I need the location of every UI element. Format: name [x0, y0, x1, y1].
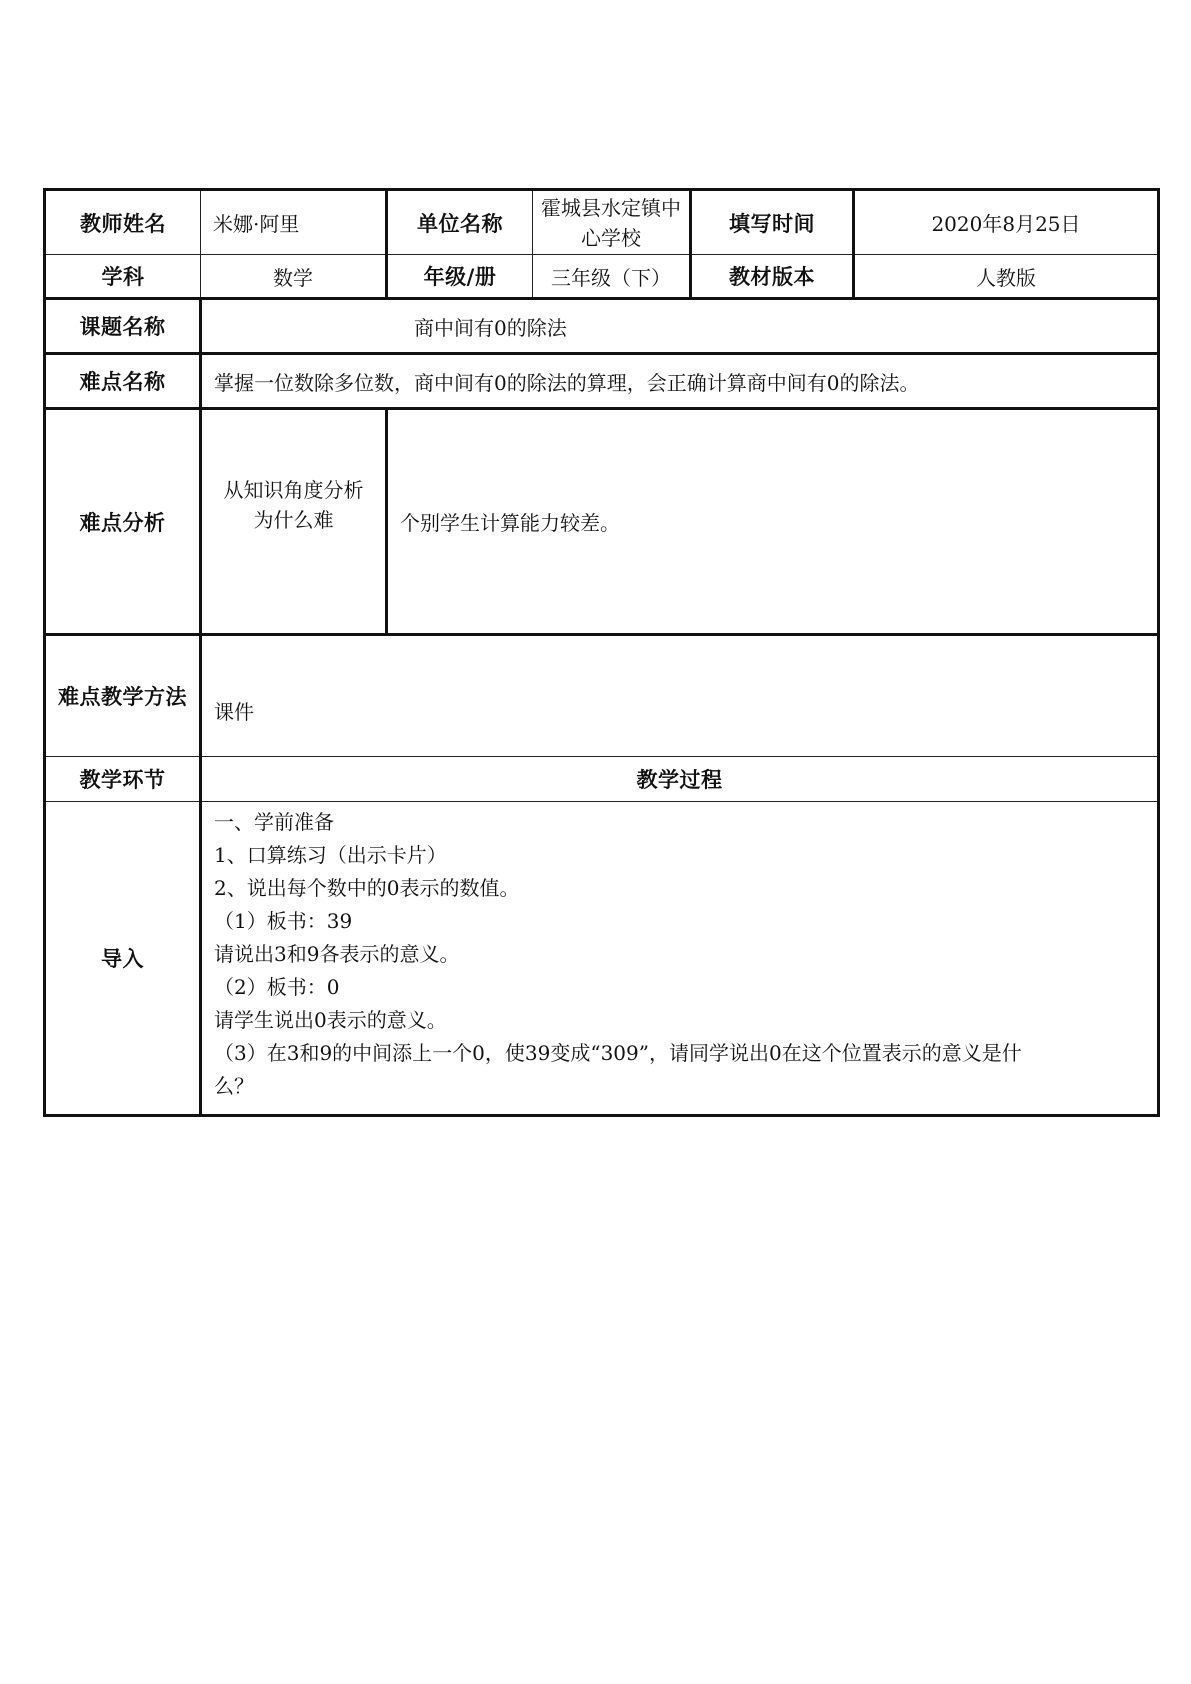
lesson-plan-sheet — [43, 188, 1157, 1117]
header-row-2 — [45, 255, 1159, 299]
topic-label: 课题名称 — [45, 299, 201, 354]
textbook-label: 教材版本 — [691, 255, 854, 299]
topic-value: 商中间有0的除法 — [201, 299, 1159, 354]
intro-line: 2、说出每个数中的0表示的数值。 — [214, 876, 520, 900]
grade-label: 年级/册 — [387, 255, 533, 299]
fill-time-label: 填写时间 — [691, 190, 854, 255]
intro-line: 1、口算练习（出示卡片） — [214, 843, 447, 867]
header-row-1 — [45, 190, 1159, 255]
unit-name-value — [533, 190, 691, 255]
difficulty-label: 难点名称 — [45, 354, 201, 409]
subject-value: 数学 — [201, 255, 387, 299]
intro-row — [45, 802, 1159, 1116]
difficulty-value: 掌握一位数除多位数，商中间有0的除法的算理，会正确计算商中间有0的除法。 — [201, 354, 1159, 409]
unit-name-line-1: 霍城县水定镇中 — [541, 195, 681, 220]
teacher-name-label: 教师姓名 — [45, 190, 201, 255]
method-row — [45, 635, 1159, 757]
method-label: 难点教学方法 — [45, 635, 201, 757]
stage-column-header: 教学环节 — [45, 757, 201, 802]
teacher-name-value: 米娜·阿里 — [201, 190, 387, 255]
analysis-value: 个别学生计算能力较差。 — [387, 409, 1159, 635]
process-column-header: 教学过程 — [201, 757, 1159, 802]
topic-row — [45, 299, 1159, 354]
grade-value: 三年级（下） — [533, 255, 691, 299]
intro-line: 一、学前准备 — [214, 810, 334, 834]
intro-process-content — [201, 802, 1159, 1116]
fill-time-value: 2020年8月25日 — [854, 190, 1159, 255]
textbook-value: 人教版 — [854, 255, 1159, 299]
analysis-sub-label — [201, 409, 387, 635]
lesson-plan-table — [43, 188, 1160, 1117]
intro-line: 么？ — [214, 1074, 254, 1098]
intro-line: （2）板书：0 — [214, 975, 340, 999]
unit-name-line-2: 心学校 — [581, 225, 641, 250]
analysis-sub-label-line-2: 为什么难 — [253, 507, 334, 532]
subject-label: 学科 — [45, 255, 201, 299]
intro-line: （1）板书：39 — [214, 909, 353, 933]
intro-line: （3）在3和9的中间添上一个0，使39变成“309”，请同学说出0在这个位置表示的意义是什 — [214, 1041, 1022, 1065]
analysis-sub-label-line-1: 从知识角度分析 — [223, 477, 364, 502]
analysis-row — [45, 409, 1159, 635]
intro-line: 请说出3和9各表示的意义。 — [214, 942, 460, 966]
method-value: 课件 — [201, 635, 1159, 757]
difficulty-row — [45, 354, 1159, 409]
intro-line: 请学生说出0表示的意义。 — [214, 1008, 447, 1032]
analysis-label: 难点分析 — [45, 409, 201, 635]
intro-stage-label: 导入 — [45, 802, 201, 1116]
unit-name-label: 单位名称 — [387, 190, 533, 255]
process-header-row — [45, 757, 1159, 802]
